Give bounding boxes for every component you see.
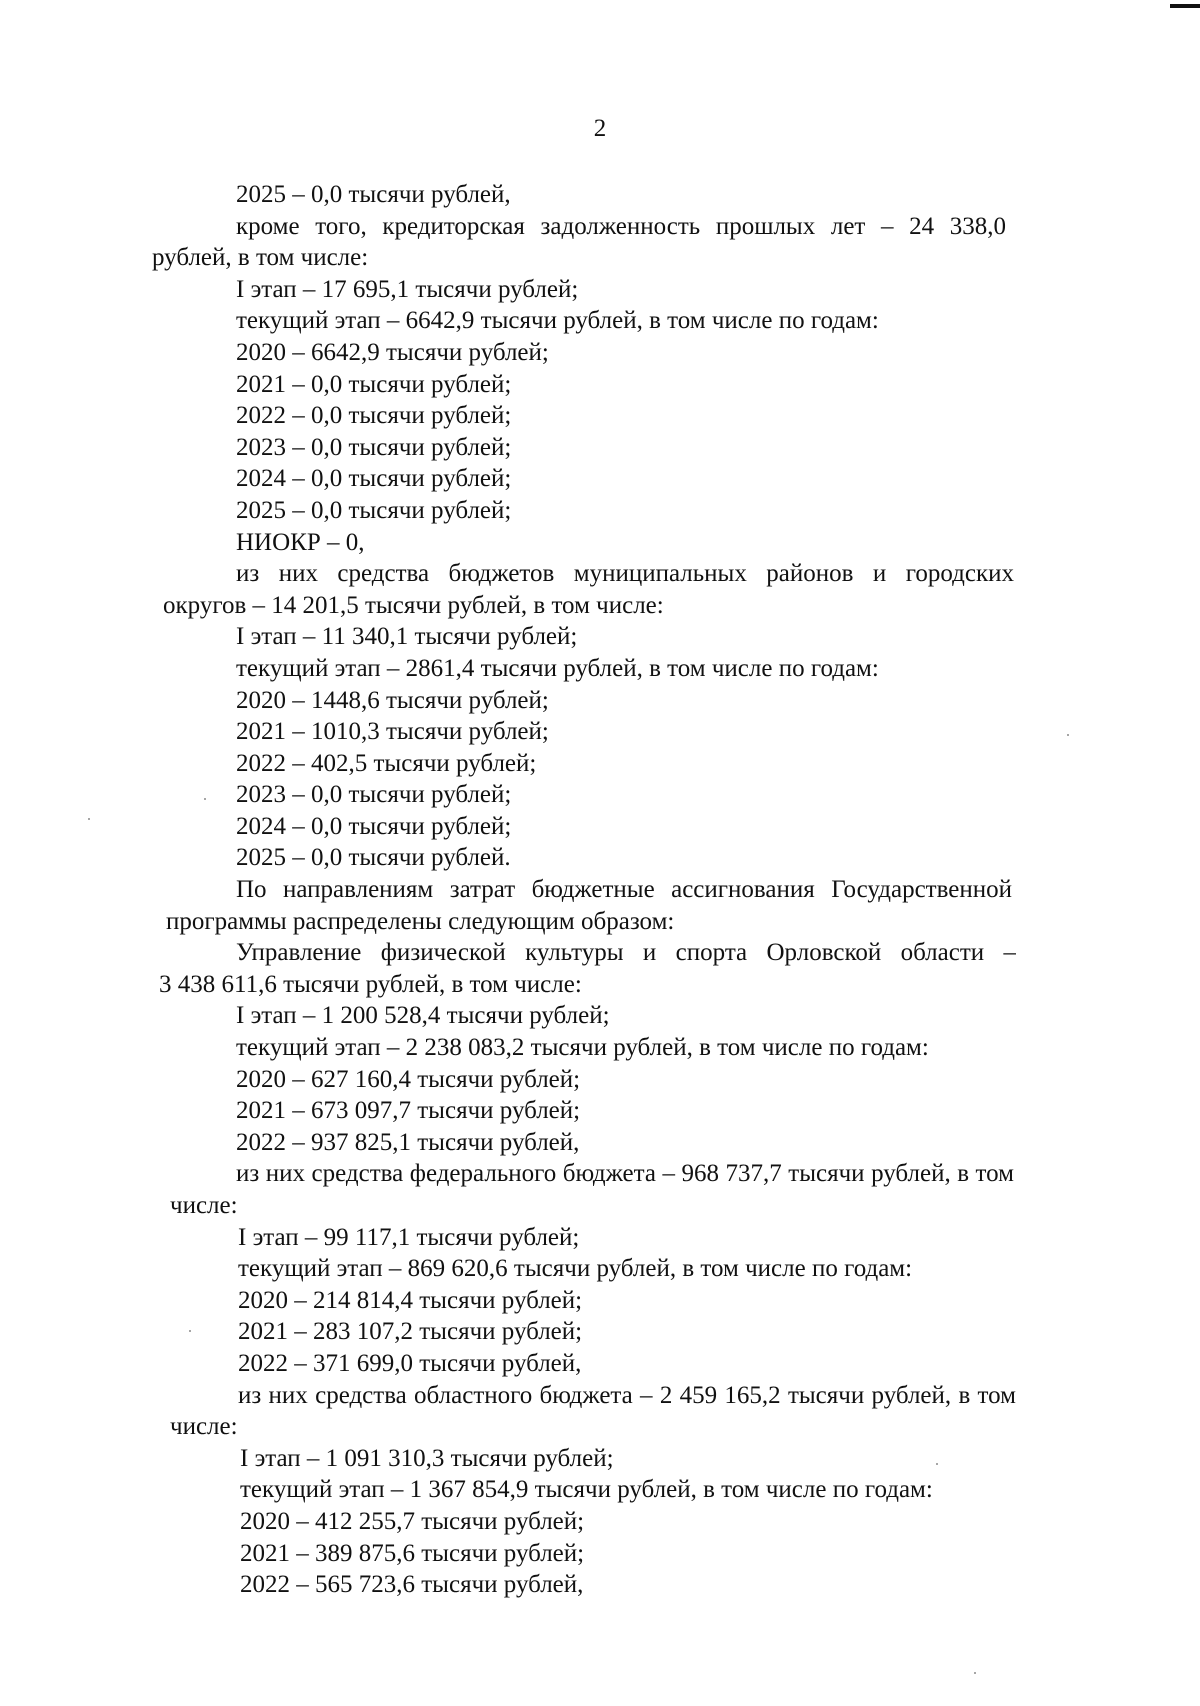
text-line: 2021 – 283 107,2 тысячи рублей; [238,1318,583,1346]
text-line: 2020 – 1448,6 тысячи рублей; [236,686,549,714]
text-line: I этап – 99 117,1 тысячи рублей; [238,1223,580,1251]
text-line: текущий этап – 869 620,6 тысячи рублей, в том числе по годам: [238,1255,913,1283]
text-line: 2024 – 0,0 тысячи рублей; [236,465,512,493]
text-line: 2020 – 412 255,7 тысячи рублей; [240,1507,585,1535]
scan-speck [88,818,90,820]
text-line: программы распределены следующим образом: [166,907,675,935]
text-line: 2021 – 673 097,7 тысячи рублей; [236,1097,581,1125]
text-line: I этап – 11 340,1 тысячи рублей; [236,623,578,651]
text-line: 2025 – 0,0 тысячи рублей; [236,496,512,524]
scan-speck [974,1672,976,1674]
text-line: 2023 – 0,0 тысячи рублей; [236,433,512,461]
text-line: из них средства областного бюджета – 2 459 165,2 тысячи рублей, в том [238,1381,1016,1409]
text-line: 2023 – 0,0 тысячи рублей; [236,781,512,809]
text-line: текущий этап – 2861,4 тысячи рублей, в том числе по годам: [236,654,879,682]
text-line: 2022 – 565 723,6 тысячи рублей, [240,1571,584,1599]
text-line: 2025 – 0,0 тысячи рублей, [236,181,511,208]
scan-edge-mark [1170,4,1200,8]
text-line: 3 438 611,6 тысячи рублей, в том числе: [159,970,582,998]
scan-speck [204,798,206,800]
text-line: текущий этап – 2 238 083,2 тысячи рублей, в том числе по годам: [236,1034,929,1062]
text-line: 2024 – 0,0 тысячи рублей; [236,812,512,840]
text-line: рублей, в том числе: [152,244,369,272]
text-line: НИОКР – 0, [236,528,365,556]
scan-speck [1067,734,1069,736]
page-number: 2 [593,115,607,142]
document-body [0,179,1200,1601]
text-line: I этап – 1 200 528,4 тысячи рублей; [236,1002,610,1030]
text-line: Управление физической культуры и спорта Орловской области – [236,939,1016,967]
text-line: из них средства бюджетов муниципальных районов и городских [236,560,1014,588]
text-line: округов – 14 201,5 тысячи рублей, в том числе: [163,591,664,619]
text-line: 2020 – 627 160,4 тысячи рублей; [236,1065,581,1093]
text-line: числе: [170,1413,238,1441]
text-line: 2020 – 214 814,4 тысячи рублей; [238,1286,583,1314]
text-line: 2021 – 0,0 тысячи рублей; [236,370,512,398]
text-line: 2022 – 937 825,1 тысячи рублей, [236,1128,580,1156]
text-line: числе: [170,1192,238,1219]
text-line: 2022 – 371 699,0 тысячи рублей, [238,1349,582,1377]
scan-speck [189,1330,191,1332]
text-line: кроме того, кредиторская задолженность прошлых лет – 24 338,0 [236,212,1006,240]
text-line: I этап – 1 091 310,3 тысячи рублей; [240,1444,614,1472]
text-line: 2022 – 0,0 тысячи рублей; [236,402,512,430]
text-line: I этап – 17 695,1 тысячи рублей; [236,275,579,303]
text-line: текущий этап – 6642,9 тысячи рублей, в том числе по годам: [236,307,879,335]
text-line: 2025 – 0,0 тысячи рублей. [236,844,511,872]
text-line: из них средства федерального бюджета – 968 737,7 тысячи рублей, в том [236,1160,1014,1188]
text-line: текущий этап – 1 367 854,9 тысячи рублей, в том числе по годам: [240,1476,933,1504]
text-line: 2022 – 402,5 тысячи рублей; [236,749,537,777]
text-line: 2020 – 6642,9 тысячи рублей; [236,338,549,366]
scan-speck [936,1463,938,1465]
text-line: 2021 – 1010,3 тысячи рублей; [236,718,549,746]
text-line: По направлениям затрат бюджетные ассигнования Государственной [236,876,1012,904]
text-line: 2021 – 389 875,6 тысячи рублей; [240,1539,585,1567]
